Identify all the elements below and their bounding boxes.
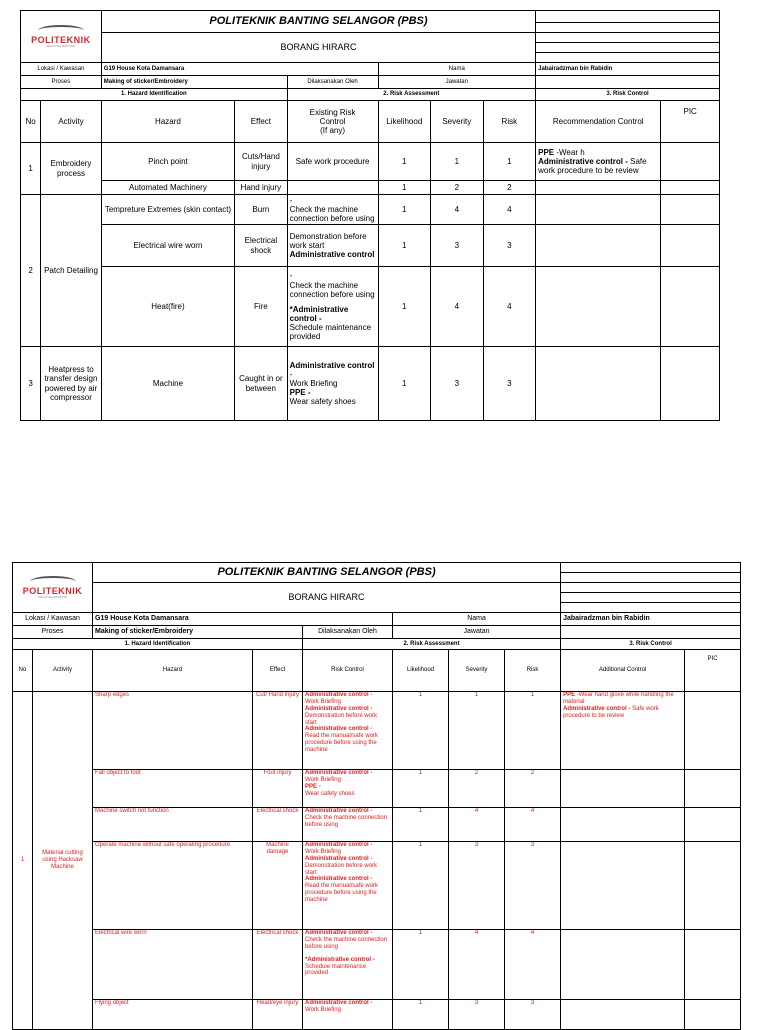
doc-info-cell	[561, 563, 741, 573]
header-existing-control	[287, 101, 378, 143]
row-risk-control	[303, 692, 393, 770]
proses-value: Making of sticker/Embroidery	[93, 626, 303, 639]
row-effect: Electrical shock	[253, 930, 303, 1000]
jawatan-label: Jawatan	[393, 626, 561, 639]
row-hazard: Fall object to foot	[93, 770, 253, 808]
row-risk: 4	[505, 808, 561, 842]
header-pic: PIC	[661, 101, 720, 143]
row-activity: Heatpress to transfer design powered by air compressor	[41, 347, 102, 421]
row-recommendation	[536, 181, 661, 195]
form-title: POLITEKNIK BANTING SELANGOR (PBS)	[93, 563, 561, 583]
row-additional-control	[561, 692, 685, 770]
header-severity: Severity	[431, 101, 484, 143]
control-line: Read the manual/safe work procedure before using the machine	[305, 883, 379, 904]
row-hazard: Heat(fire)	[101, 267, 234, 347]
header-likelihood: Likelihood	[393, 650, 449, 692]
row-likelihood: 1	[378, 181, 431, 195]
row-likelihood: 1	[378, 347, 431, 421]
header-likelihood: Likelihood	[378, 101, 431, 143]
table-row	[13, 692, 741, 770]
control-line: Demonstration before work start	[305, 862, 378, 876]
table-row	[21, 347, 720, 421]
control-line: Wear safety shoes	[289, 397, 356, 407]
row-risk: 2	[483, 181, 536, 195]
row-activity: Embroidery process	[41, 143, 102, 195]
section-hazard-identification: 1. Hazard Identification	[21, 89, 288, 101]
row-hazard: Machine	[101, 347, 234, 421]
header-severity: Severity	[449, 650, 505, 692]
row-risk: 4	[483, 267, 536, 347]
control-line: Check the machine connection before using	[305, 936, 388, 950]
row-effect: Electrical shock	[235, 225, 288, 267]
control-line: Check the machine connection before using	[289, 204, 375, 224]
table-row	[13, 1000, 741, 1030]
admin-label: Administrative control -	[305, 808, 373, 814]
row-no: 3	[21, 347, 41, 421]
row-pic	[661, 143, 720, 181]
row-likelihood: 1	[378, 143, 431, 181]
row-existing-control	[287, 267, 378, 347]
row-likelihood: 1	[378, 225, 431, 267]
section-risk-assessment: 2. Risk Assessment	[303, 639, 561, 650]
row-pic	[685, 930, 741, 1000]
proses-label: Proses	[13, 626, 93, 639]
doc-info-cell	[561, 593, 741, 603]
row-effect: Hand injury	[235, 181, 288, 195]
nama-value: Jabairadzman bin Rabidin	[561, 613, 741, 626]
control-line: Work Briefing	[305, 776, 341, 783]
row-likelihood: 1	[393, 770, 449, 808]
row-risk: 3	[505, 842, 561, 930]
ppe-label: PPE -	[305, 783, 321, 790]
row-recommendation	[536, 225, 661, 267]
doc-info-cell	[536, 11, 720, 23]
lokasi-label: Lokasi / Kawasan	[13, 613, 93, 626]
row-risk: 3	[483, 225, 536, 267]
row-hazard: Operate machine without safe operating procedure	[93, 842, 253, 930]
nama-label: Nama	[393, 613, 561, 626]
row-existing-control	[287, 225, 378, 267]
row-severity: 4	[449, 930, 505, 1000]
row-severity: 3	[431, 347, 484, 421]
row-likelihood: 1	[393, 842, 449, 930]
admin-label: Administrative control -	[305, 1000, 373, 1006]
row-no: 2	[21, 195, 41, 347]
header-no: No	[21, 101, 41, 143]
form-subtitle: BORANG HIRARC	[101, 33, 535, 63]
logo-tagline: MALAYSIA BANTING	[38, 594, 67, 599]
row-likelihood: 1	[393, 1000, 449, 1030]
dilaksanakan-label: Dilaksanakan Oleh	[287, 76, 378, 89]
row-pic	[661, 181, 720, 195]
header-risk: Risk	[505, 650, 561, 692]
row-additional-control	[561, 1000, 685, 1030]
row-additional-control	[561, 842, 685, 930]
row-recommendation	[536, 195, 661, 225]
admin-label: Administrative control -	[305, 842, 373, 848]
form-subtitle: BORANG HIRARC	[93, 583, 561, 613]
table-row	[13, 770, 741, 808]
header-existing-line: Existing Risk	[309, 107, 356, 117]
control-line: Work Briefing	[305, 698, 341, 705]
control-line: -	[289, 369, 293, 379]
row-hazard: Electrical wire worn	[93, 930, 253, 1000]
ppe-text: -Wear hand glove while handling the material	[563, 692, 674, 705]
admin-label: Administrative control -	[305, 770, 373, 776]
row-recommendation	[536, 267, 661, 347]
row-severity: 3	[449, 1000, 505, 1030]
doc-info-cell	[561, 583, 741, 593]
row-risk: 4	[483, 195, 536, 225]
logo	[13, 563, 93, 613]
row-effect: Electrical shock	[253, 808, 303, 842]
header-risk: Risk	[483, 101, 536, 143]
row-pic	[685, 808, 741, 842]
admin-label: Administrative control -	[305, 855, 373, 862]
row-likelihood: 1	[378, 195, 431, 225]
row-pic	[685, 1000, 741, 1030]
header-activity: Activity	[33, 650, 93, 692]
row-severity: 2	[431, 181, 484, 195]
table-row	[21, 195, 720, 225]
row-activity: Patch Detailing	[41, 195, 102, 347]
admin-label: Administrative control	[289, 360, 375, 370]
row-likelihood: 1	[393, 692, 449, 770]
row-severity: 2	[449, 770, 505, 808]
row-effect: Cuts/Hand injury	[235, 143, 288, 181]
row-risk: 1	[505, 692, 561, 770]
admin-label: Administrative control -	[305, 876, 373, 883]
row-likelihood: 1	[393, 930, 449, 1000]
row-pic	[685, 692, 741, 770]
section-hazard-identification: 1. Hazard Identification	[13, 639, 303, 650]
logo-text: POLITEKNIK	[22, 585, 83, 596]
form-title: POLITEKNIK BANTING SELANGOR (PBS)	[101, 11, 535, 33]
row-risk: 4	[505, 930, 561, 1000]
admin-text: Safe work procedure to be review	[538, 156, 647, 176]
control-line: Schedule maintenance provided	[289, 323, 372, 342]
lokasi-label: Lokasi / Kawasan	[21, 63, 102, 76]
control-line: Work Briefing	[289, 378, 338, 388]
table-row	[21, 143, 720, 181]
table-row	[21, 225, 720, 267]
row-no: 1	[21, 143, 41, 195]
row-existing-control	[287, 347, 378, 421]
row-existing-control: Safe work procedure	[287, 143, 378, 181]
row-risk-control	[303, 1000, 393, 1030]
row-activity: Material cutting using Hacksaw Machine	[33, 692, 93, 1030]
header-no: No	[13, 650, 33, 692]
admin-label: Administrative control -	[305, 726, 373, 733]
row-hazard: Pinch point	[101, 143, 234, 181]
header-hazard: Hazard	[93, 650, 253, 692]
row-pic	[661, 267, 720, 347]
row-pic	[685, 770, 741, 808]
admin-label: Administrative control -	[305, 930, 373, 936]
section-risk-control: 3. Risk Control	[536, 89, 720, 101]
ppe-label: PPE	[563, 692, 576, 698]
row-effect: Burn	[235, 195, 288, 225]
lokasi-value: G19 House Kota Damansara	[93, 613, 393, 626]
row-recommendation	[536, 143, 661, 181]
row-hazard: Tempreture Extremes (skin contact)	[101, 195, 234, 225]
row-effect: Head/eye injury	[253, 1000, 303, 1030]
row-likelihood: 1	[378, 267, 431, 347]
header-existing-line: Control	[319, 116, 346, 126]
admin-label: Administrative control -	[538, 156, 628, 166]
control-line: Check the machine connection before using	[305, 814, 388, 828]
table-row	[13, 808, 741, 842]
row-recommendation	[536, 347, 661, 421]
doc-info-cell	[561, 573, 741, 583]
control-line: Read the manual/safe work procedure before using the machine	[305, 733, 379, 754]
row-hazard: Machine switch not function	[93, 808, 253, 842]
row-effect: Cut/ Hand injury	[253, 692, 303, 770]
table-row	[13, 842, 741, 930]
table-row	[21, 181, 720, 195]
doc-info-cell	[536, 33, 720, 43]
dilaksanakan-label: Dilaksanakan Oleh	[303, 626, 393, 639]
row-severity: 1	[449, 692, 505, 770]
row-hazard: Flying object	[93, 1000, 253, 1030]
admin-label: *Administrative control -	[305, 956, 375, 963]
row-severity: 3	[431, 225, 484, 267]
control-line: Demonstration before work start	[289, 231, 367, 250]
hirarc-form-2	[12, 562, 741, 1030]
proses-value: Making of sticker/Embroidery	[101, 76, 287, 89]
row-pic	[661, 195, 720, 225]
doc-info-cell	[536, 23, 720, 33]
control-line: Work Briefing	[305, 848, 341, 855]
admin-label: Administrative control -	[563, 705, 631, 712]
doc-info-cell	[536, 53, 720, 63]
row-risk: 3	[483, 347, 536, 421]
row-severity: 4	[449, 808, 505, 842]
admin-label: *Administrative control -	[289, 304, 349, 324]
admin-label: Administrative control	[289, 250, 375, 260]
row-additional-control	[561, 930, 685, 1000]
row-hazard: Automated Machinery	[101, 181, 234, 195]
row-pic	[661, 347, 720, 421]
jawatan-value	[536, 76, 720, 89]
doc-info-cell	[536, 43, 720, 53]
header-effect: Effect	[235, 101, 288, 143]
header-pic: PIC	[685, 650, 741, 692]
table-row	[13, 930, 741, 1000]
control-line: Demonstration before work start	[305, 712, 378, 726]
row-pic	[661, 225, 720, 267]
control-line: Work Briefing	[305, 1006, 341, 1013]
lokasi-value: G19 House Kota Damansara	[101, 63, 378, 76]
jawatan-label: Jawatan	[378, 76, 536, 89]
row-hazard: Electrical wire worn	[101, 225, 234, 267]
row-severity: 3	[449, 842, 505, 930]
row-effect: Fire	[235, 267, 288, 347]
header-effect: Effect	[253, 650, 303, 692]
ppe-label: PPE	[538, 147, 555, 157]
logo	[21, 11, 102, 63]
header-activity: Activity	[41, 101, 102, 143]
jawatan-value	[561, 626, 741, 639]
header-existing-line: (If any)	[320, 126, 346, 136]
control-line: Check the machine connection before using	[289, 280, 375, 299]
row-existing-control	[287, 181, 378, 195]
control-line: -	[289, 195, 293, 205]
section-risk-control: 3. Risk Control	[561, 639, 741, 650]
control-line: -	[289, 271, 293, 281]
row-effect: Caught in or between	[235, 347, 288, 421]
header-additional-control: Additional Control	[561, 650, 685, 692]
header-recommendation: Recommendation Control	[536, 101, 661, 143]
ppe-label: PPE -	[289, 388, 311, 398]
row-risk-control	[303, 930, 393, 1000]
row-risk: 1	[483, 143, 536, 181]
row-no: 1	[13, 692, 33, 1030]
hirarc-form-1	[20, 10, 720, 421]
row-effect: Machine damage	[253, 842, 303, 930]
row-severity: 4	[431, 195, 484, 225]
row-likelihood: 1	[393, 808, 449, 842]
doc-info-cell	[561, 603, 741, 613]
row-risk: 3	[505, 1000, 561, 1030]
row-severity: 1	[431, 143, 484, 181]
table-row	[21, 267, 720, 347]
row-risk-control	[303, 770, 393, 808]
row-effect: Foot injury	[253, 770, 303, 808]
row-risk-control	[303, 808, 393, 842]
logo-tagline: MALAYSIA BANTING	[46, 43, 76, 48]
ppe-text: -Wear h	[554, 147, 585, 157]
row-additional-control	[561, 770, 685, 808]
logo-text: POLITEKNIK	[31, 34, 91, 45]
row-risk-control	[303, 842, 393, 930]
row-severity: 4	[431, 267, 484, 347]
nama-value: Jabairadzman bin Rabidin	[536, 63, 720, 76]
control-line: Wear safety shoes	[305, 790, 355, 797]
row-additional-control	[561, 808, 685, 842]
header-hazard: Hazard	[101, 101, 234, 143]
admin-label: Administrative control -	[305, 705, 373, 712]
row-hazard: Sharp edges	[93, 692, 253, 770]
row-existing-control	[287, 195, 378, 225]
header-risk-control: Risk Control	[303, 650, 393, 692]
nama-label: Nama	[378, 63, 536, 76]
section-risk-assessment: 2. Risk Assessment	[287, 89, 535, 101]
row-risk: 2	[505, 770, 561, 808]
admin-text: Safe work procedure to be review	[563, 705, 659, 719]
row-pic	[685, 842, 741, 930]
proses-label: Proses	[21, 76, 102, 89]
control-line: Schedule maintenance provided	[305, 963, 367, 977]
admin-label: Administrative control -	[305, 692, 373, 698]
